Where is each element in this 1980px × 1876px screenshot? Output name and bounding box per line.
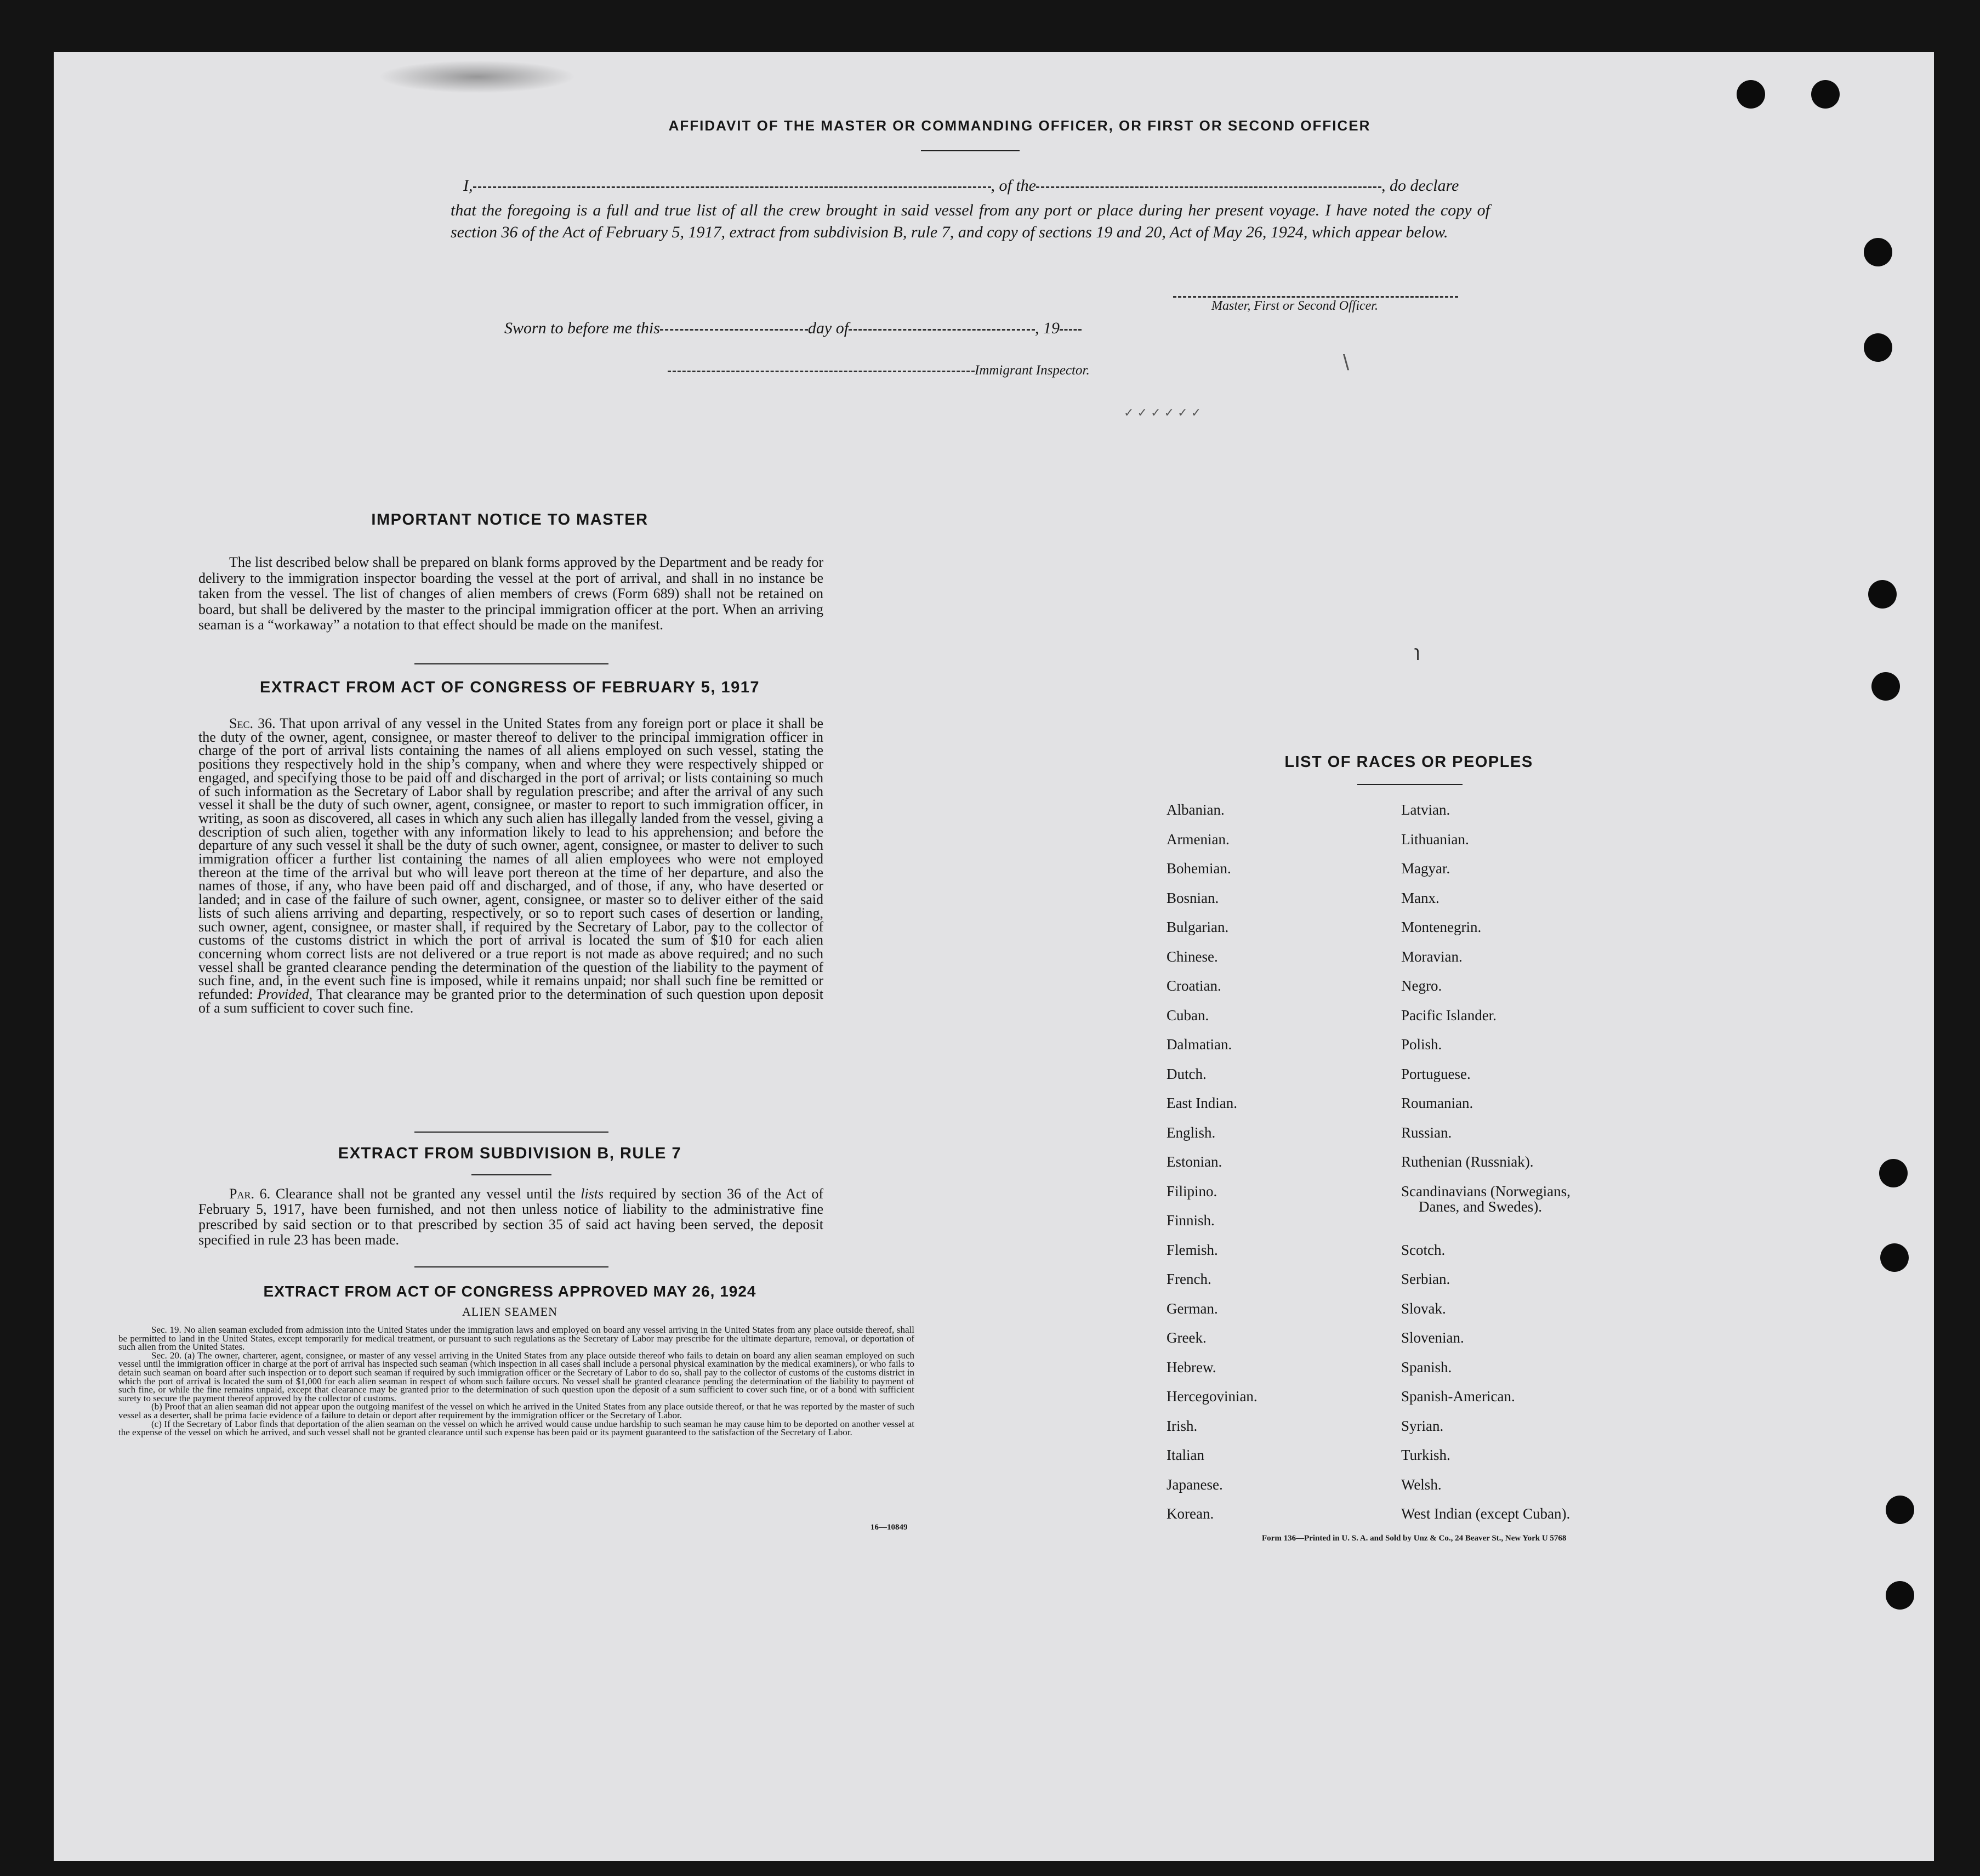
race-item: Bosnian.	[1167, 889, 1219, 906]
sworn-year-label: , 19	[1035, 319, 1060, 337]
name-blank[interactable]	[473, 186, 991, 188]
race-item: Portuguese.	[1401, 1065, 1471, 1082]
race-item: Italian	[1167, 1447, 1204, 1463]
race-item: Flemish.	[1167, 1241, 1218, 1258]
race-item: Spanish-American.	[1401, 1388, 1515, 1405]
races-left-column	[1167, 801, 1258, 1535]
sworn-line	[504, 319, 1082, 338]
race-item: Hebrew.	[1167, 1358, 1216, 1375]
binder-hole	[1864, 238, 1892, 266]
binder-hole	[1811, 80, 1840, 109]
bleed-mark: ɿ	[1414, 643, 1420, 661]
race-item: Ruthenian (Russniak).	[1401, 1153, 1534, 1170]
signature-line[interactable]	[1173, 296, 1458, 298]
extract-1917-body	[198, 717, 823, 1015]
race-item: Filipino.	[1167, 1183, 1217, 1199]
race-item: Magyar.	[1401, 860, 1450, 877]
race-item: English.	[1167, 1124, 1216, 1141]
lists-word: lists	[581, 1186, 604, 1202]
race-item: Russian.	[1401, 1124, 1452, 1141]
race-item: Moravian.	[1401, 948, 1463, 965]
binder-hole	[1886, 1496, 1914, 1524]
vessel-blank[interactable]	[1036, 186, 1381, 188]
sec-36-label: Sec. 36.	[229, 715, 276, 731]
binder-hole	[1868, 580, 1897, 609]
sec-36-end: That clearance may be granted prior to the determination of such question upon deposit of a sum sufficient to cover such fine.	[198, 986, 824, 1016]
race-item: Turkish.	[1401, 1447, 1450, 1463]
sec-19-text: Sec. 19. No alien seaman excluded from admission into the United States under the immigration laws and employed on board any vessel arriving in the United States from any place outside thereof, shall be permitted to land in the United States, except temporarily for medical treatment, or pursuant to such regulations as the Secretary of Labor may prescribe for the ultimate departure, removal, or deportation of such alien from the United States.	[118, 1324, 914, 1352]
race-item: Manx.	[1401, 889, 1440, 906]
year-blank[interactable]	[1060, 329, 1082, 331]
form-footer: Form 136—Printed in U. S. A. and Sold by Unz & Co., 24 Beaver St., New York U 5768	[1262, 1534, 1567, 1543]
bleed-mark: \	[1343, 351, 1350, 375]
race-item: Slovenian.	[1401, 1329, 1464, 1346]
par-6-text-a: Clearance shall not be granted any vessel until the	[275, 1186, 576, 1202]
race-item: Scandinavians (Norwegians,	[1401, 1183, 1571, 1199]
race-item: Armenian.	[1167, 831, 1230, 848]
affidavit-declaration-line	[463, 177, 1488, 195]
affidavit-i-label: I,	[463, 177, 473, 195]
race-item: Latvian.	[1401, 801, 1450, 818]
extract-rule7-body	[198, 1186, 823, 1248]
race-item: Spanish.	[1401, 1358, 1452, 1375]
sec-20a-text: Sec. 20. (a) The owner, charterer, agent, consignee, or master of any vessel arriving in the United States from any place outside thereof who fails to detain on board any alien seaman employed on such vessel until the immigration officer in charge at the port of arrival has inspected such seaman (which inspection in all cases shall include a personal physical examination by the medical examiners), or who fails to detain such seaman on board after such inspection or to deport such seaman if required by such immigration officer or the Secretary of Labor to do so, shall pay to the collector of customs of the customs district in which the port of arrival is located the sum of $1,000 for each alien seaman in respect of whom such failure occurs. No vessel shall be granted clearance pending the determination of the liability to payment of such fine, or while the fine remains unpaid, except that clearance may be granted prior to the determination of such question upon the deposit of a sum sufficient to cover such fine, or of a bond with sufficient surety to secure the payment thereof approved by the collector of customs.	[118, 1350, 914, 1403]
race-item: Scotch.	[1401, 1241, 1446, 1258]
race-item: Albanian.	[1167, 801, 1225, 818]
form-code: 16—10849	[870, 1523, 908, 1532]
race-item: Irish.	[1167, 1417, 1198, 1434]
binder-hole	[1886, 1581, 1914, 1610]
race-item: Chinese.	[1167, 948, 1218, 965]
binder-hole	[1879, 1159, 1908, 1187]
sec-20b-text: (b) Proof that an alien seaman did not appear upon the outgoing manifest of the vessel on which he arrived in the United States from any place outside thereof, or that he was reported by the master of such vessel as a deserter, shall be prima facie evidence of a failure to detain or deport after requirement by the immigration officer or the Secretary of Labor.	[118, 1401, 914, 1420]
race-item: Polish.	[1401, 1036, 1442, 1053]
alien-seamen-subtitle: ALIEN SEAMEN	[462, 1305, 557, 1318]
race-item: Bulgarian.	[1167, 919, 1229, 935]
affidavit-vessel-label: , of the	[991, 177, 1036, 195]
binder-hole	[1871, 672, 1900, 701]
inspector-line	[668, 363, 1090, 378]
affidavit-body: that the foregoing is a full and true list of all the crew brought in said vessel from any port or place during her present voyage. I have noted the copy of section 36 of the Act of February 5, 1917, extract from subdivision B, rule 7, and copy of sections 19 and 20, Act of May 26, 1924, which appear below.	[451, 201, 1490, 241]
par-6-text-b: required by section 36 of the Act of February 5, 1917, have been furnished, and not then unless notice of liability to the administrative fine prescribed by said section or to that prescribed by section 35 of said act having been served, the deposit specified in rule 23 has been made.	[198, 1186, 824, 1248]
sworn-day-label: day of	[807, 319, 849, 337]
binder-hole	[1864, 333, 1892, 362]
extract-1917-title: EXTRACT FROM ACT OF CONGRESS OF FEBRUARY 5, 1917	[259, 679, 760, 696]
race-item: Welsh.	[1401, 1476, 1442, 1493]
notice-body: The list described below shall be prepared on blank forms approved by the Department and be ready for delivery to the immigration inspector boarding the vessel at the port of arrival, and shall in no instance be taken from the vessel. The list of changes of alien members of crews (Form 689) shall not be retained on board, but shall be delivered by the master to the principal immigration officer at the port. When an arriving seaman is a “workaway” a notation to that effect should be made on the manifest.	[198, 554, 823, 633]
sec-36-text: That upon arrival of any vessel in the United States from any foreign port or place it shall be the duty of the owner, agent, consignee, or master thereof to deliver to the principal immigration officer in charge of the port of arrival lists containing the names of all aliens employed on such vessel, stating the positions they respectively hold in the ship’s company, when and where they were respectively shipped or engaged, and specifying those to be paid off and discharged in the port of arrival; or lists containing so much of such information as the Secretary of Labor shall by regulation prescribe; and after the arrival of any such vessel it shall be the duty of such owner, agent, consignee, or master to report to such immigration officer, in writing, as soon as discovered, all cases in which any such alien has illegally landed from the vessel, giving a description of such alien, together with any information likely to lead to his apprehension; and before the departure of any such vessel it shall be the duty of such owner, agent, consignee, or master to deliver to such immigration officer a further list containing the names of all alien employees who were not employed thereon at the time of the arrival but who will leave port thereon at the time of her departure, and also the names of those, if any, who have been paid off and discharged, and of those, if any, who have deserted or landed; and in case of the failure of such owner, agent, consignee, or master so to deliver either of the said lists of such aliens arriving and departing, respectively, or so to report such cases of desertion or landing, such owner, agent, consignee, or master shall, if required by the Secretary of Labor, pay to the collector of customs of the customs district in which the port of arrival is located the sum of $10 for each alien concerning whom correct lists are not delivered or a true report is not made as above required; and no such vessel shall be granted clearance pending the determination of the question of the liability to the payment of such fine, and, in the event such fine is imposed, while it remains unpaid; nor shall such fine be remitted or refunded:	[198, 715, 823, 1003]
affidavit-declare-label: , do declare	[1381, 177, 1459, 195]
race-item: Negro.	[1401, 977, 1442, 994]
races-right-column	[1401, 801, 1571, 1535]
affidavit-title-rule	[921, 150, 1020, 151]
race-item: Dalmatian.	[1167, 1036, 1232, 1053]
race-item: Dutch.	[1167, 1065, 1207, 1082]
notice-title: IMPORTANT NOTICE TO MASTER	[371, 511, 648, 528]
day-blank[interactable]	[660, 329, 808, 331]
extract-1924-body	[118, 1326, 914, 1437]
extract-1924-title: EXTRACT FROM ACT OF CONGRESS APPROVED MAY 26, 1924	[263, 1283, 756, 1300]
race-item: Hercegovinian.	[1167, 1388, 1258, 1405]
title-underline	[471, 1174, 551, 1175]
sec-20c-text: (c) If the Secretary of Labor finds that deportation of the alien seaman on the vessel on which he arrived would cause undue hardship to such seaman he may cause him to be deported on another vessel at the expense of the vessel on which he arrived, and such vessel shall not be granted clearance until such expense has been paid or its payment guaranteed to the satisfaction of the Secretary of Labor.	[118, 1418, 914, 1438]
race-item: Danes, and Swedes).	[1419, 1198, 1542, 1215]
section-divider	[414, 1132, 608, 1133]
race-item: Japanese.	[1167, 1476, 1223, 1493]
races-title: LIST OF RACES OR PEOPLES	[1284, 753, 1533, 771]
race-item: Greek.	[1167, 1329, 1207, 1346]
page-fold-shadow	[378, 60, 576, 93]
race-item: Syrian.	[1401, 1417, 1444, 1434]
par-6-label: Par. 6.	[229, 1186, 271, 1202]
extract-rule7-title: EXTRACT FROM SUBDIVISION B, RULE 7	[338, 1145, 682, 1162]
race-item: Lithuanian.	[1401, 831, 1469, 848]
race-item: Serbian.	[1401, 1271, 1450, 1287]
affidavit-title: AFFIDAVIT OF THE MASTER OR COMMANDING OFFICER, OR FIRST OR SECOND OFFICER	[668, 117, 1371, 134]
race-item: Estonian.	[1167, 1153, 1222, 1170]
race-item: French.	[1167, 1271, 1211, 1287]
sworn-prefix: Sworn to before me this	[504, 319, 660, 337]
provided-word: Provided,	[257, 986, 313, 1003]
race-item: Montenegrin.	[1401, 919, 1482, 935]
binder-hole	[1880, 1243, 1909, 1272]
race-item: Slovak.	[1401, 1300, 1446, 1317]
bleed-mark: ✓ ✓ ✓ ✓ ✓ ✓	[1124, 406, 1202, 419]
race-item: Roumanian.	[1401, 1095, 1473, 1111]
section-divider	[414, 663, 608, 664]
inspector-blank[interactable]	[668, 371, 975, 372]
inspector-label: Immigrant Inspector.	[975, 363, 1090, 378]
title-underline	[1357, 784, 1463, 785]
race-item: German.	[1167, 1300, 1218, 1317]
race-item: Croatian.	[1167, 977, 1221, 994]
section-divider	[414, 1266, 608, 1267]
race-item: Cuban.	[1167, 1007, 1209, 1024]
signature-label: Master, First or Second Officer.	[1211, 299, 1378, 313]
month-blank[interactable]	[849, 329, 1035, 331]
binder-hole	[1737, 80, 1765, 109]
race-item: Korean.	[1167, 1505, 1214, 1522]
race-item: West Indian (except Cuban).	[1401, 1505, 1571, 1522]
race-item: East Indian.	[1167, 1095, 1237, 1111]
race-item: Bohemian.	[1167, 860, 1231, 877]
race-item: Finnish.	[1167, 1212, 1215, 1229]
race-item: Pacific Islander.	[1401, 1007, 1497, 1024]
